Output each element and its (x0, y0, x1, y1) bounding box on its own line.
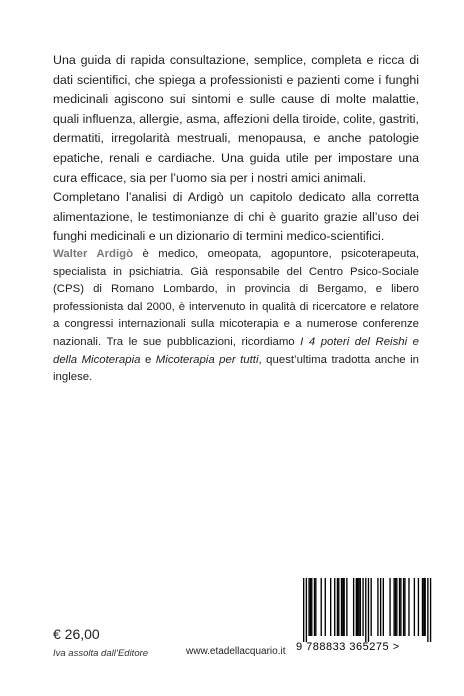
barcode-bar (356, 578, 357, 636)
barcode-bar (362, 578, 363, 636)
barcode-bar (344, 578, 345, 636)
barcode-bar (315, 578, 316, 636)
barcode-bar (346, 578, 347, 636)
barcode-bar (393, 578, 394, 636)
barcode-bar (403, 578, 404, 636)
description-paragraph-1: Una guida di rapida consultazione, semplice, completa e ricca di dati scientifici, che spiega a professionisti e pazienti come i funghi medicinali agiscono sui sintomi e sulle cause di molte malattie, quali influenza, allergie, asma, affezioni della tiroide, colite, gastriti, dermatiti, irregolarità mestruali, menopausa, e anche patologie epatiche, renali e cardiache. Una guida utile per impostare una cura efficace, sia per l’uomo sia per i nostri amici animali. (53, 53, 419, 185)
barcode-bar (311, 578, 312, 636)
publication-title-1: I 4 poteri del Reishi e della Micoterapia (53, 335, 419, 366)
barcode-bar (380, 578, 381, 636)
publication-title-2: Micoterapia per tutti (155, 353, 259, 366)
barcode-bar (368, 578, 369, 642)
barcode-bar (325, 578, 326, 636)
publisher-website: www.etadellacquario.it (186, 646, 286, 657)
barcode-bar (399, 578, 400, 636)
barcode-bar (404, 578, 405, 636)
barcode-bar (321, 578, 322, 636)
barcode-bar (395, 578, 396, 636)
price: € 26,00 (53, 626, 100, 642)
barcode-bar (334, 578, 335, 636)
barcode-bar (330, 578, 331, 636)
description-paragraph-2: Completano l’analisi di Ardigò un capitolo dedicato alla corretta alimentazione, le testimonianze di chi è guarito grazie all’uso dei funghi medicinali e un dizionario di termini medico-scientifici. (53, 190, 419, 244)
barcode-bar (400, 578, 401, 636)
barcode-bar (314, 578, 315, 636)
barcode-bar (303, 578, 304, 642)
barcode-bar (353, 578, 354, 636)
barcode-bar (371, 578, 372, 636)
barcode-bar (377, 578, 378, 636)
barcode-digits: 9 788833 365275 > (296, 641, 400, 653)
barcode-bar (423, 578, 424, 636)
barcode-bar (418, 578, 419, 636)
barcode-bar (342, 578, 343, 636)
barcode-bar (425, 578, 426, 636)
barcode-bar (408, 578, 409, 636)
author-bio-text-3: , quest’ultima tradotta anche in inglese. (53, 353, 420, 384)
barcode-bar (341, 578, 342, 636)
author-bio-text-2: e (140, 353, 156, 366)
barcode-bar (396, 578, 397, 636)
author-bio-text-1: è medico, omeopata, agopuntore, psicoterapeuta, specialista in psichiatria. Già responsabile del Centro Psico-Sociale (CPS) di Romano Lombardo, in provincia di Bergamo, e libero professionista dal 2000, è intervenuto in qualità di ricercatore e relatore a congressi internazionali sulla micoterapia e a numerose conferenze nazionali. Tra le sue pubblicazioni, ricordiamo (53, 248, 420, 348)
book-description (53, 51, 419, 247)
vat-note: Iva assolta dall’Editore (53, 648, 149, 659)
barcode-bar (358, 578, 359, 636)
author-name: Walter Ardigò (53, 248, 134, 260)
barcode-bar (306, 578, 307, 642)
barcode-bar (422, 578, 423, 636)
barcode-bar (365, 578, 366, 642)
barcode-bar (308, 578, 309, 636)
barcode-bar (383, 578, 384, 636)
barcode-bar (338, 578, 339, 636)
author-bio (53, 246, 419, 387)
barcode-bar (389, 578, 390, 636)
author-bio-paragraph (53, 246, 419, 387)
barcode-bar (357, 578, 358, 636)
barcode-bar (310, 578, 311, 636)
barcode-bar (337, 578, 338, 636)
barcode-bar (360, 578, 361, 636)
barcode-bar (430, 578, 431, 642)
barcode-bar (427, 578, 428, 642)
barcode-bar (414, 578, 415, 636)
barcode-bars (300, 578, 435, 642)
